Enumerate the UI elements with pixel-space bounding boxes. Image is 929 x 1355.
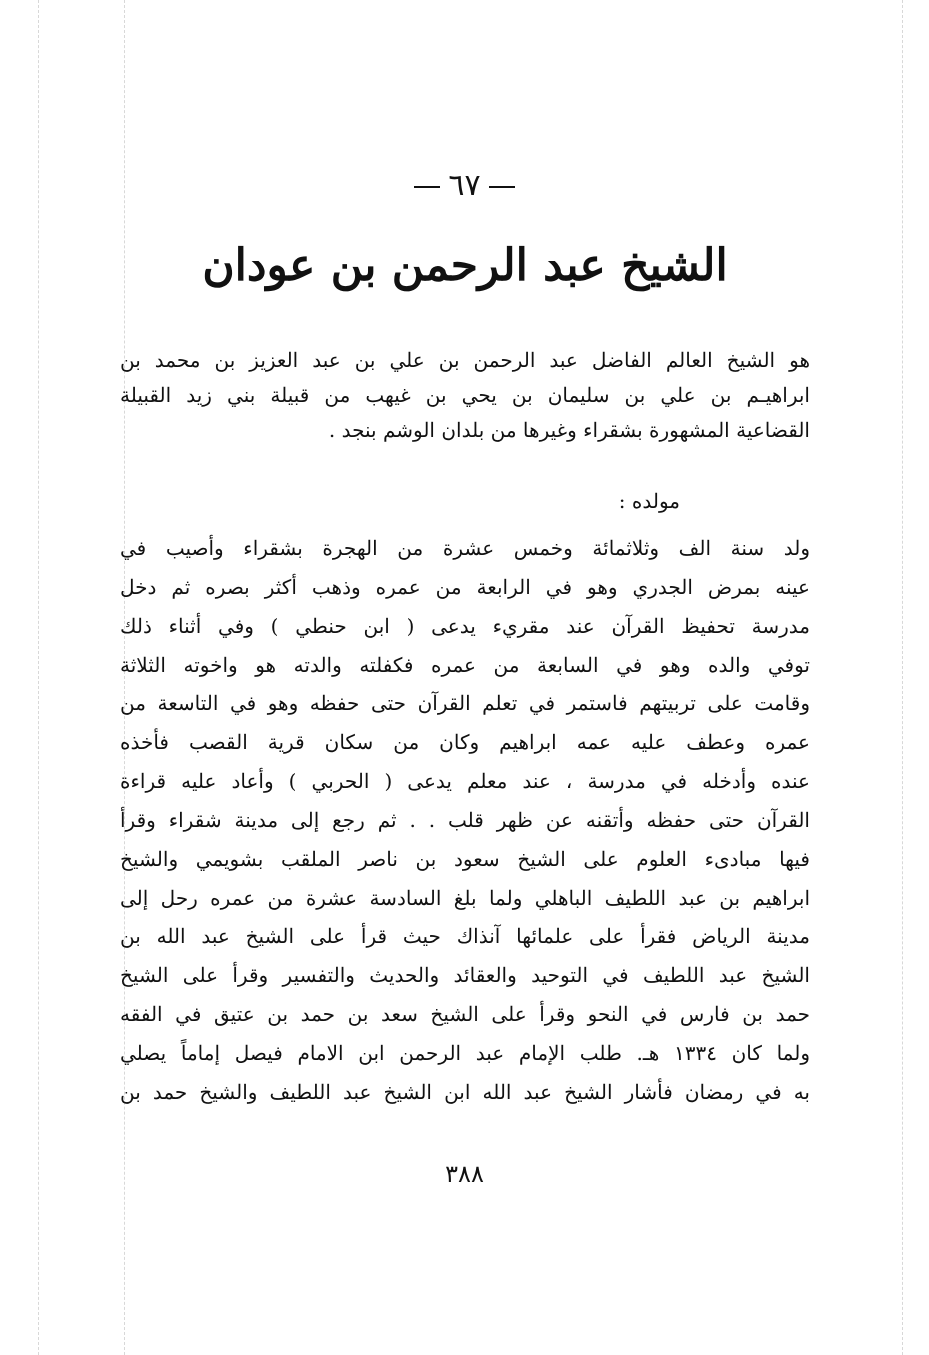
dash-decoration [489,186,515,188]
text-line: القضاعية المشهورة بشقراء وغيرها من بلدان الوشم بنجد . [328,418,810,442]
text-line: حمد بن فارس في النحو وقرأ على الشيخ سعد بن حمد بن عتيق في الفقه [120,1002,810,1027]
text-line: فيها مبادىء العلوم على الشيخ سعود بن ناصر الملقب بشويمي والشيخ [120,846,810,871]
scan-guide-line [902,0,903,1355]
text-line: ابراهيـم بن علي بن سليمان بن يحي بن غيهب من قبيلة بني زيد القبيلة [120,383,810,407]
text-line: ولد سنة الف وثلاثمائة وخمس عشرة من الهجرة بشقراء وأصيب في [120,536,810,560]
body-paragraph [120,529,810,1112]
text-line: عمره وعطف عليه عمه ابراهيم وكان من سكان قرية القصب فأخذه [120,730,810,755]
page-title: الشيخ عبد الرحمن بن عودان [202,240,728,291]
intro-paragraph [120,343,810,448]
text-line: ابراهيم بن عبد اللطيف الباهلي ولما بلغ السادسة عشرة من عمره رحل إلى [120,885,810,910]
section-heading-text: مولده : [618,489,680,513]
text-line: الشيخ عبد اللطيف في التوحيد والعقائد والحديث والتفسير وقرأ على الشيخ [120,963,810,988]
page-number: ٣٨٨ [445,1160,484,1188]
text-line: القرآن حتى حفظه وأتقنه عن ظهر قلب . . ثم رجع إلى مدينة شقراء وقرأ [120,807,810,832]
text-line: هو الشيخ العالم الفاضل عبد الرحمن بن علي بن عبد العزيز بن محمد بن [120,348,810,372]
text-line: عينه بمرض الجدري وهو في الرابعة من عمره وذهب أكثر بصره ثم دخل [120,574,810,599]
text-line: مدينة الرياض فقرأ على علمائها آنذاك حيث قرأ على الشيخ عبد الله بن [120,924,810,949]
top-page-marker [0,168,929,203]
text-line: عنده وأدخله في مدرسة ، عند معلم يدعى ( الحربي ) وأعاد عليه قراءة [120,769,810,794]
text-line: وقامت على تربيتهم فاستمر في تعلم القرآن حتى حفظه وهو في التاسعة من [120,691,810,716]
text-line: مدرسة تحفيظ القرآن عند مقريء يدعى ( ابن حنطي ) وفي أثناء ذلك [120,613,810,638]
scan-guide-line [38,0,39,1355]
dash-decoration [414,186,440,188]
text-line: توفي والده وهو في السابعة من عمره فكفلته والدته هو واخوته الثلاثة [120,652,810,677]
text-line: ولما كان ١٣٣٤ هـ. طلب الإمام عبد الرحمن ابن الامام فيصل إماماً يصلي [120,1040,810,1065]
section-heading [120,482,810,520]
text-line: به في رمضان فأشار الشيخ عبد الله ابن الشيخ عبد اللطيف والشيخ حمد بن [120,1079,810,1104]
top-page-marker-text: ٦٧ [448,168,481,203]
